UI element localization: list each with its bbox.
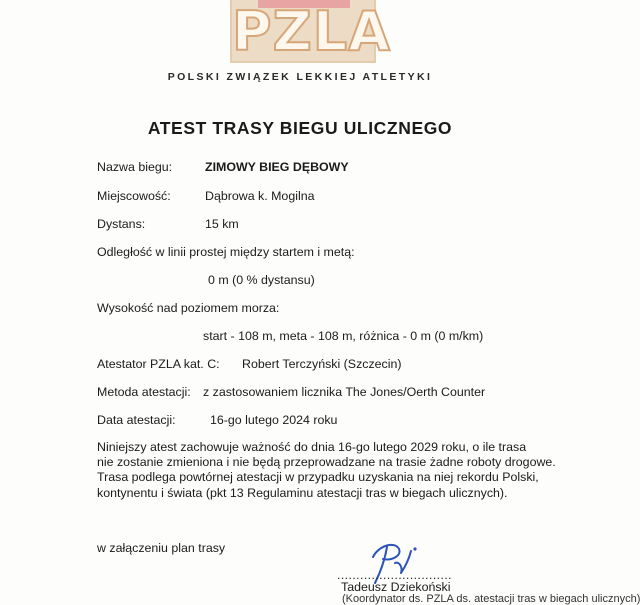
signatory-name: Tadeusz Dziekoński [341, 580, 451, 594]
method-label: Metoda atestacji: [97, 385, 191, 399]
date-value: 16-go lutego 2024 roku [210, 413, 338, 427]
attachment-note: w załączeniu plan trasy [97, 541, 226, 555]
document-title: ATEST TRASY BIEGU ULICZNEGO [147, 118, 453, 138]
altitude-label: Wysokość nad poziomem morza: [97, 301, 280, 315]
signatory-title: (Koordynator ds. PZLA ds. atestacji tras w biegach ulicznych) [342, 593, 640, 605]
pzla-logo [230, 0, 391, 63]
validity-note-line: Niniejszy atest zachowuje ważność do dnia 16-go lutego 2029 roku, o ile trasa [97, 440, 527, 454]
race-name-label: Nazwa biegu: [97, 160, 173, 174]
distance-label: Dystans: [97, 217, 146, 231]
validity-note [97, 440, 567, 501]
organization-name: POLSKI ZWIĄZEK LEKKIEJ ATLETYKI [167, 71, 433, 83]
straight-line-label: Odległość w linii prostej między startem i metą: [97, 245, 355, 259]
location-value: Dąbrowa k. Mogilna [205, 189, 315, 203]
signature-line: .............................. [337, 568, 453, 582]
altitude-value: start - 108 m, meta - 108 m, różnica - 0 m (0 m/km) [203, 329, 484, 343]
validity-note-line: kontynentu i świata (pkt 13 Regulaminu atestacji tras w biegach ulicznych). [97, 485, 508, 500]
straight-line-value: 0 m (0 % dystansu) [208, 273, 315, 287]
certifier-value: Robert Terczyński (Szczecin) [242, 357, 402, 371]
date-label: Data atestacji: [97, 413, 176, 427]
validity-note-line: Trasa podlega powtórnej atestacji w przypadku uzyskania na niej rekordu Polski, [97, 470, 539, 485]
validity-note-line: nie zostanie zmieniona i nie będą przeprowadzane na trasie żadne roboty drogowe. [97, 455, 556, 470]
distance-value: 15 km [205, 217, 239, 231]
method-value: z zastosowaniem licznika The Jones/Oerth Counter [203, 385, 486, 399]
logo-text: PZLA [232, 0, 391, 63]
location-label: Miejscowość: [97, 189, 171, 203]
certifier-label: Atestator PZLA kat. C: [97, 357, 220, 371]
race-name-value: ZIMOWY BIEG DĘBOWY [205, 160, 349, 174]
